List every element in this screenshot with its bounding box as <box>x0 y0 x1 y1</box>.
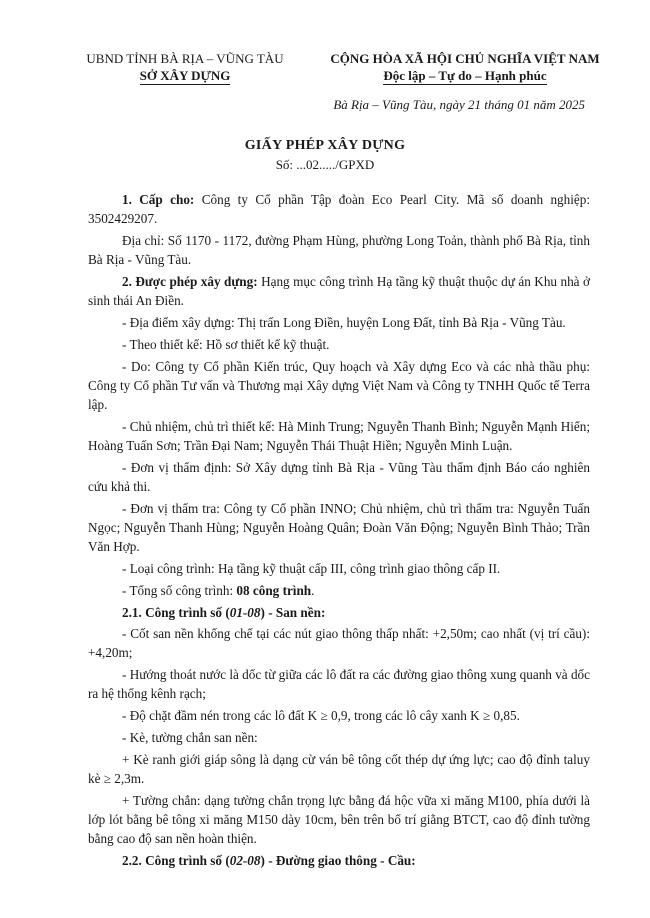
permit-scope: 2. Được phép xây dựng: Hạng mục công trình Hạ tầng kỹ thuật thuộc dự án Khu nhà ở sinh thái An Điền. <box>88 274 590 308</box>
section-2-1-line-5: + Kè ranh giới giáp sông là dạng cừ ván bê tông cốt thép dự ứng lực; cao độ đỉnh taluy kè ≥ 2,3m. <box>88 752 590 786</box>
designer-line: - Do: Công ty Cổ phần Kiến trúc, Quy hoạch và Xây dựng Eco và các nhà thầu phụ: Công ty Cổ phần Tư vấn và Thương mại Xây dựng Việt Nam và Công ty TNHH Quốc tế Terra lập. <box>88 359 590 412</box>
section-2-1-line-6: + Tường chắn: dạng tường chắn trọng lực bằng đá hộc vữa xi măng M100, phía dưới là lớp lót bằng bê tông xi măng M150 dày 10cm, bên trên bố trí giằng BTCT, cao độ đỉnh tường bằng cao độ san nền hoàn thiện. <box>88 793 590 846</box>
issuer-dept: SỞ XÂY DỰNG <box>139 68 231 83</box>
location-line: - Địa điểm xây dựng: Thị trấn Long Điền, huyện Long Đất, tỉnh Bà Rịa - Vũng Tàu. <box>122 315 566 330</box>
design-lead-line: - Chủ nhiệm, chủ trì thiết kế: Hà Minh Trung; Nguyễn Thanh Bình; Nguyễn Mạnh Hiển; Hoàng Tuấn Sơn; Trần Đại Nam; Nguyễn Thái Thuật Hiền; Nguyễn Minh Luận. <box>88 419 590 453</box>
appraisal-line: - Đơn vị thẩm định: Sở Xây dựng tỉnh Bà Rịa - Vũng Tàu thẩm định Báo cáo nghiên cứu khả thi. <box>88 460 590 494</box>
section-2-1-line-1: - Cốt san nền khống chế tại các nút giao thông thấp nhất: +2,50m; cao nhất (vị trí cầu): +4,20m; <box>88 626 590 660</box>
national-header <box>300 50 630 84</box>
section-2-1-line-2: - Hướng thoát nước là dốc từ giữa các lô đất ra các đường giao thông xung quanh và dốc ra hệ thống kênh rạch; <box>88 667 590 701</box>
count-line: - Tổng số công trình: 08 công trình. <box>122 583 315 598</box>
country-name: CỘNG HÒA XÃ HỘI CHỦ NGHĨA VIỆT NAM <box>330 51 600 66</box>
issuer-org: UBND TỈNH BÀ RỊA – VŨNG TÀU <box>86 51 284 66</box>
national-motto: Độc lập – Tự do – Hạnh phúc <box>383 68 547 83</box>
issuer-header <box>60 50 310 84</box>
section-2-1-heading: 2.1. Công trình số (01-08) - San nền: <box>122 605 326 620</box>
document-title: GIẤY PHÉP XÂY DỰNG <box>244 138 406 153</box>
date-line: Bà Rịa – Vũng Tàu, ngày 21 tháng 01 năm 2025 <box>333 97 585 112</box>
section-2-1-line-4: - Kè, tường chắn san nền: <box>122 730 258 745</box>
design-line: - Theo thiết kế: Hồ sơ thiết kế kỹ thuật. <box>122 337 330 352</box>
recipient-paragraph: 1. Cấp cho: Công ty Cổ phần Tập đoàn Eco Pearl City. Mã số doanh nghiệp: 3502429207. <box>88 192 591 226</box>
review-line: - Đơn vị thẩm tra: Công ty Cổ phần INNO; Chủ nhiệm, chủ trì thẩm tra: Nguyễn Tuấn Ngọc; Nguyễn Thanh Hùng; Nguyễn Hoàng Quân; Đoàn Văn Động; Nguyễn Bình Thảo; Trần Văn Hợp. <box>88 501 590 554</box>
section-2-2-heading: 2.2. Công trình số (02-08) - Đường giao thông - Cầu: <box>122 853 416 868</box>
document-body <box>88 190 590 873</box>
type-line: - Loại công trình: Hạ tầng kỹ thuật cấp III, công trình giao thông cấp II. <box>122 561 501 576</box>
section-2-1-line-3: - Độ chặt đầm nén trong các lô đất K ≥ 0,9, trong các lô cây xanh K ≥ 0,85. <box>122 708 520 723</box>
recipient-address: Địa chỉ: Số 1170 - 1172, đường Phạm Hùng, phường Long Toản, thành phố Bà Rịa, tỉnh Bà Rịa - Vũng Tàu. <box>88 233 590 267</box>
document-number: Số: ...02...../GPXD <box>275 157 375 172</box>
